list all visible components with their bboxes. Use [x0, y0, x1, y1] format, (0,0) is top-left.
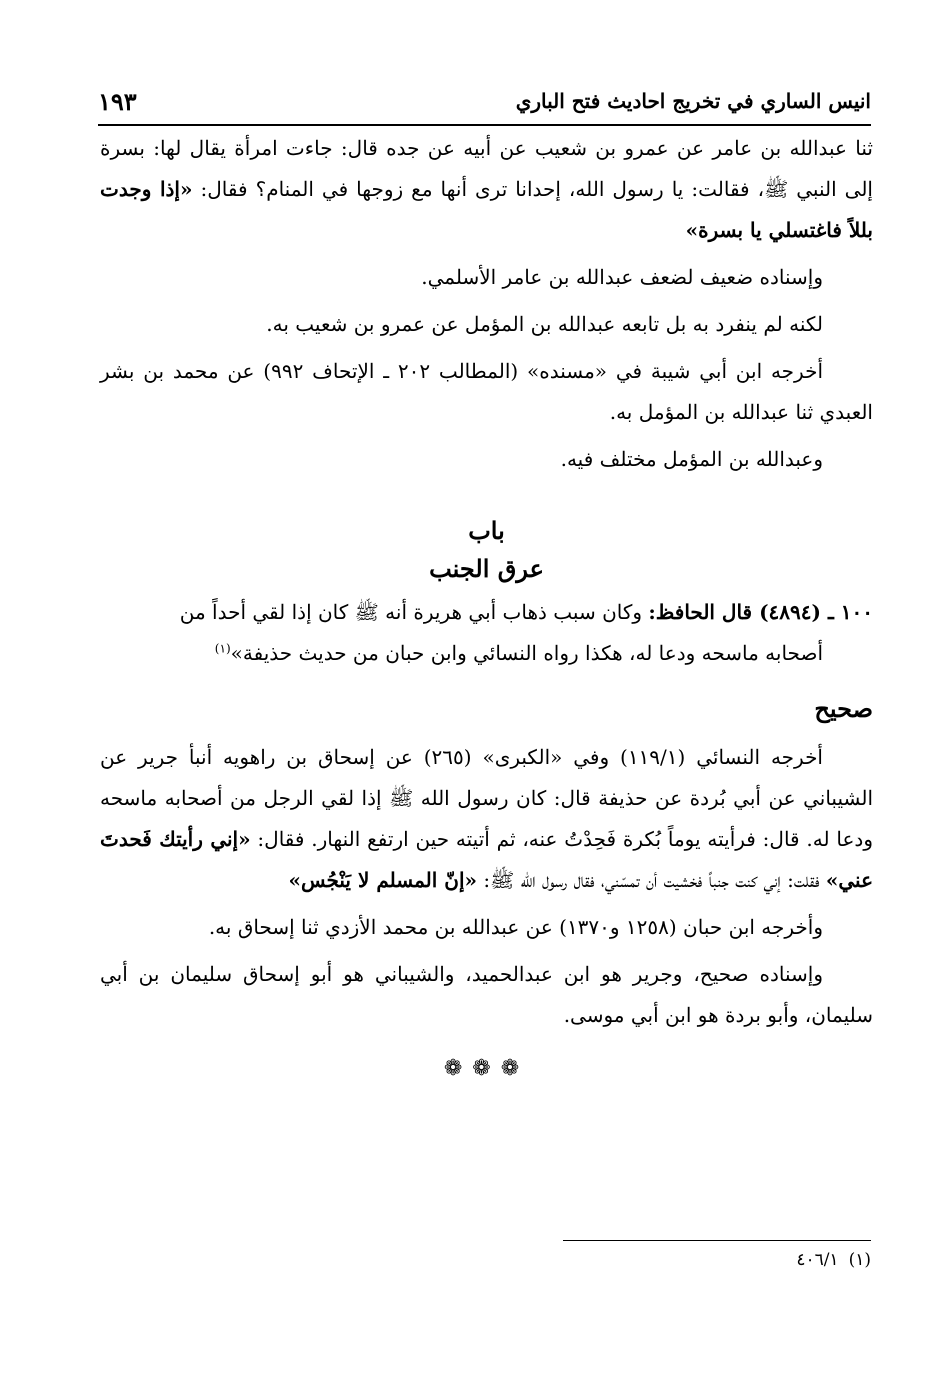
paragraph: أخرجه ابن أبي شيبة في «مسنده» (المطالب ٢٠٢ ـ الإتحاف ٩٩٢) عن محمد بن بشر العبدي ثنا عبدالله بن المؤمل به.: [100, 359, 873, 424]
paragraph: وإسناده ضعيف لضعف عبدالله بن عامر الأسلمي.: [421, 265, 823, 289]
hadith-text-line1: وكان سبب ذهاب أبي هريرة أنه ﷺ كان إذا لقي أحداً من: [179, 600, 649, 624]
footnote: [786, 1248, 871, 1272]
ornament-divider: ❁❁❁: [443, 1056, 530, 1081]
hadith-quote: «إني رأيتك فَحدتَ عني»: [100, 827, 873, 892]
paragraph-text: فقلت: إني كنت جنباً فخشيت أن تمسّني، فقال رسول الله ﷺ:: [477, 868, 826, 892]
paragraph: وأخرجه ابن حبان (١٢٥٨ و١٣٧٠) عن عبدالله بن محمد الأزدي ثنا إسحاق به.: [208, 915, 823, 939]
main-text: [100, 128, 873, 1095]
paragraph-text: أخرجه النسائي (١١٩/١) وفي «الكبرى» (٢٦٥) عن إسحاق بن راهويه أنبأ جرير عن الشيباني عن أبي بُردة عن حذيفة قال: كان رسول الله ﷺ إذا لقي الرجل من أصحابه ماسحه ودعا له. قال: فرأيته يوماً بُكرة فَحِدْتُ عنه، ثم أتيته حين ارتفع النهار. فقال:: [100, 745, 873, 851]
paragraph: [100, 128, 873, 251]
footnote-rule: [563, 1240, 871, 1241]
footnote-number: (١): [848, 1250, 871, 1270]
paragraph: وإسناده صحيح، وجرير هو ابن عبدالحميد، والشيباني هو أبو إسحاق سليمان بن أبي سليمان، وأبو بردة هو ابن أبي موسى.: [100, 962, 873, 1027]
paragraph: وعبدالله بن المؤمل مختلف فيه.: [560, 447, 823, 471]
hadith-quote: «إنّ المسلم لا يَنْجُس»: [288, 868, 478, 892]
footnote-ref[interactable]: (١): [214, 641, 231, 656]
paragraph-text: ثنا عبدالله بن عامر عن عمرو بن شعيب عن أبيه عن جده قال: جاءت امرأة يقال لها: بسرة إلى النبي ﷺ، فقالت: يا رسول الله، إحدانا ترى أنها مع زوجها في المنام؟ فقال:: [100, 136, 873, 201]
page-number: ١٩٣: [98, 86, 137, 116]
hadith-number: ١٠٠ ـ (٤٨٩٤) قال الحافظ:: [648, 600, 873, 624]
hadith-grade: صحيح: [814, 694, 873, 723]
paragraph: [100, 737, 873, 901]
running-title: انيس الساري في تخريج احاديث فتح الباري: [515, 89, 871, 113]
chapter-title: عرق الجنب: [429, 554, 544, 583]
paragraph: لكنه لم ينفرد به بل تابعه عبدالله بن المؤمل عن عمرو بن شعيب به.: [266, 312, 823, 336]
hadith-entry: [100, 592, 873, 674]
hadith-text-line2: أصحابه ماسحه ودعا له، هكذا رواه النسائي وابن حبان من حديث حذيفة»: [230, 641, 823, 665]
hadith-quote: «إذا وجدت بللاً فاغتسلي يا بسرة»: [100, 177, 873, 242]
page-header: [98, 78, 871, 126]
footnote-text: ٤٠٦/١: [796, 1250, 839, 1270]
chapter-label: باب: [468, 516, 505, 545]
